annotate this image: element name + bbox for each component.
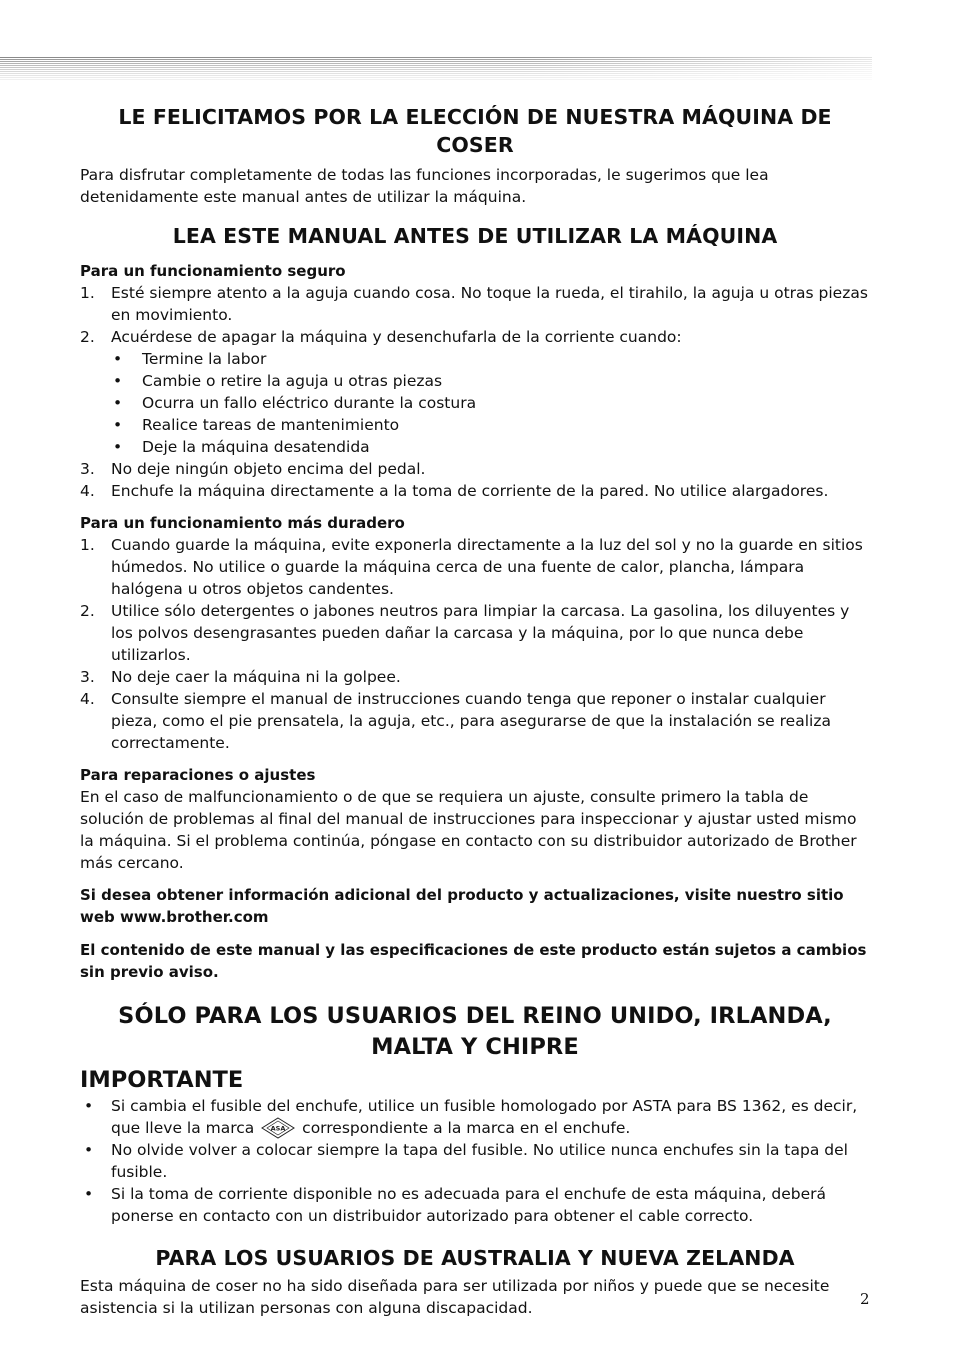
congratulations-heading: LE FELICITAMOS POR LA ELECCIÓN DE NUESTRA MÁQUINA DE COSER (118, 105, 832, 157)
svg-text:ASA: ASA (270, 1124, 286, 1133)
list-item: • No olvide volver a colocar siempre la tapa del fusible. No utilice nunca enchufes sin la tapa del fusible. (80, 1139, 870, 1183)
list-item: 1. Cuando guarde la máquina, evite exponerla directamente a la luz del sol y no la guarde en sitios húmedos. No utilice o guarde la máquina cerca de una fuente de calor, plancha, lámpara halógena u otros objetos candentes. (80, 536, 863, 598)
repairs-text: En el caso de malfuncionamiento o de que se requiera un ajuste, consulte primero la tabla de solución de problemas al final del manual de instrucciones para inspeccionar y ajustar usted mismo la máquina. Si el problema continúa, póngase en contacto con su distribuidor autorizado de Brother más cercano. (80, 788, 857, 872)
read-manual-heading: LEA ESTE MANUAL ANTES DE UTILIZAR LA MÁQUINA (172, 224, 778, 248)
safe-operation-subheading: Para un funcionamiento seguro (80, 262, 346, 280)
specifications-note: El contenido de este manual y las especificaciones de este producto están sujetos a cambios sin previo aviso. (80, 941, 867, 981)
uk-users-heading: SÓLO PARA LOS USUARIOS DEL REINO UNIDO, IRLANDA, MALTA Y CHIPRE (118, 1003, 832, 1060)
list-item: • Realice tareas de mantenimiento (80, 414, 870, 436)
safe-operation-list-continued (80, 458, 870, 502)
uk-notes-list (80, 1095, 870, 1227)
list-item: 4. Consulte siempre el manual de instrucciones cuando tenga que reponer o instalar cualquier pieza, como el pie prensatela, la aguja, etc., para asegurarse de que la instalación se realiza correctamente. (80, 690, 831, 752)
durable-operation-subheading: Para un funcionamiento más duradero (80, 514, 405, 532)
list-item: • Cambie o retire la aguja u otras piezas (80, 370, 870, 392)
website-note: Si desea obtener información adicional del producto y actualizaciones, visite nuestro sitio web www.brother.com (80, 886, 844, 926)
safe-operation-list (80, 282, 870, 348)
australia-users-heading: PARA LOS USUARIOS DE AUSTRALIA Y NUEVA ZELANDA (155, 1246, 795, 1270)
important-heading: IMPORTANTE (80, 1067, 244, 1093)
header-stripes-decoration (0, 57, 872, 85)
page-content (80, 103, 870, 1319)
list-item: • Ocurra un fallo eléctrico durante la costura (80, 392, 870, 414)
list-item: 2. Acuérdese de apagar la máquina y desenchufarla de la corriente cuando: (80, 328, 682, 346)
list-item: 2. Utilice sólo detergentes o jabones neutros para limpiar la carcasa. La gasolina, los diluyentes y los polvos desengrasantes pueden dañar la carcasa y la máquina, por lo que nunca debe utilizarlos. (80, 602, 850, 664)
list-item: 3. No deje caer la máquina ni la golpee. (80, 668, 401, 686)
list-item: • Termine la labor (80, 348, 870, 370)
page-number: 2 (860, 1290, 870, 1308)
congratulations-text: Para disfrutar completamente de todas las funciones incorporadas, le sugerimos que lea detenidamente este manual antes de utilizar la máquina. (80, 166, 769, 206)
list-item: 1. Esté siempre atento a la aguja cuando cosa. No toque la rueda, el tirahilo, la aguja u otras piezas en movimiento. (80, 284, 868, 324)
asta-mark-icon (261, 1117, 295, 1139)
australia-users-text: Esta máquina de coser no ha sido diseñada para ser utilizada por niños y puede que se necesite asistencia si la utilizan personas con alguna discapacidad. (80, 1277, 830, 1317)
repairs-subheading: Para reparaciones o ajustes (80, 766, 316, 784)
durable-operation-list (80, 534, 870, 754)
list-item: • Deje la máquina desatendida (80, 436, 870, 458)
list-item: 4. Enchufe la máquina directamente a la toma de corriente de la pared. No utilice alargadores. (80, 482, 829, 500)
list-item: • Si cambia el fusible del enchufe, utilice un fusible homologado por ASTA para BS 1362, es decir, que lleve la marca ASA correspondiente a la marca en el enchufe. (80, 1095, 870, 1139)
list-item: • Si la toma de corriente disponible no es adecuada para el enchufe de esta máquina, deberá ponerse en contacto con un distribuidor autorizado para obtener el cable correcto. (80, 1183, 870, 1227)
switch-off-conditions-list (80, 348, 870, 458)
list-item: 3. No deje ningún objeto encima del pedal. (80, 460, 426, 478)
